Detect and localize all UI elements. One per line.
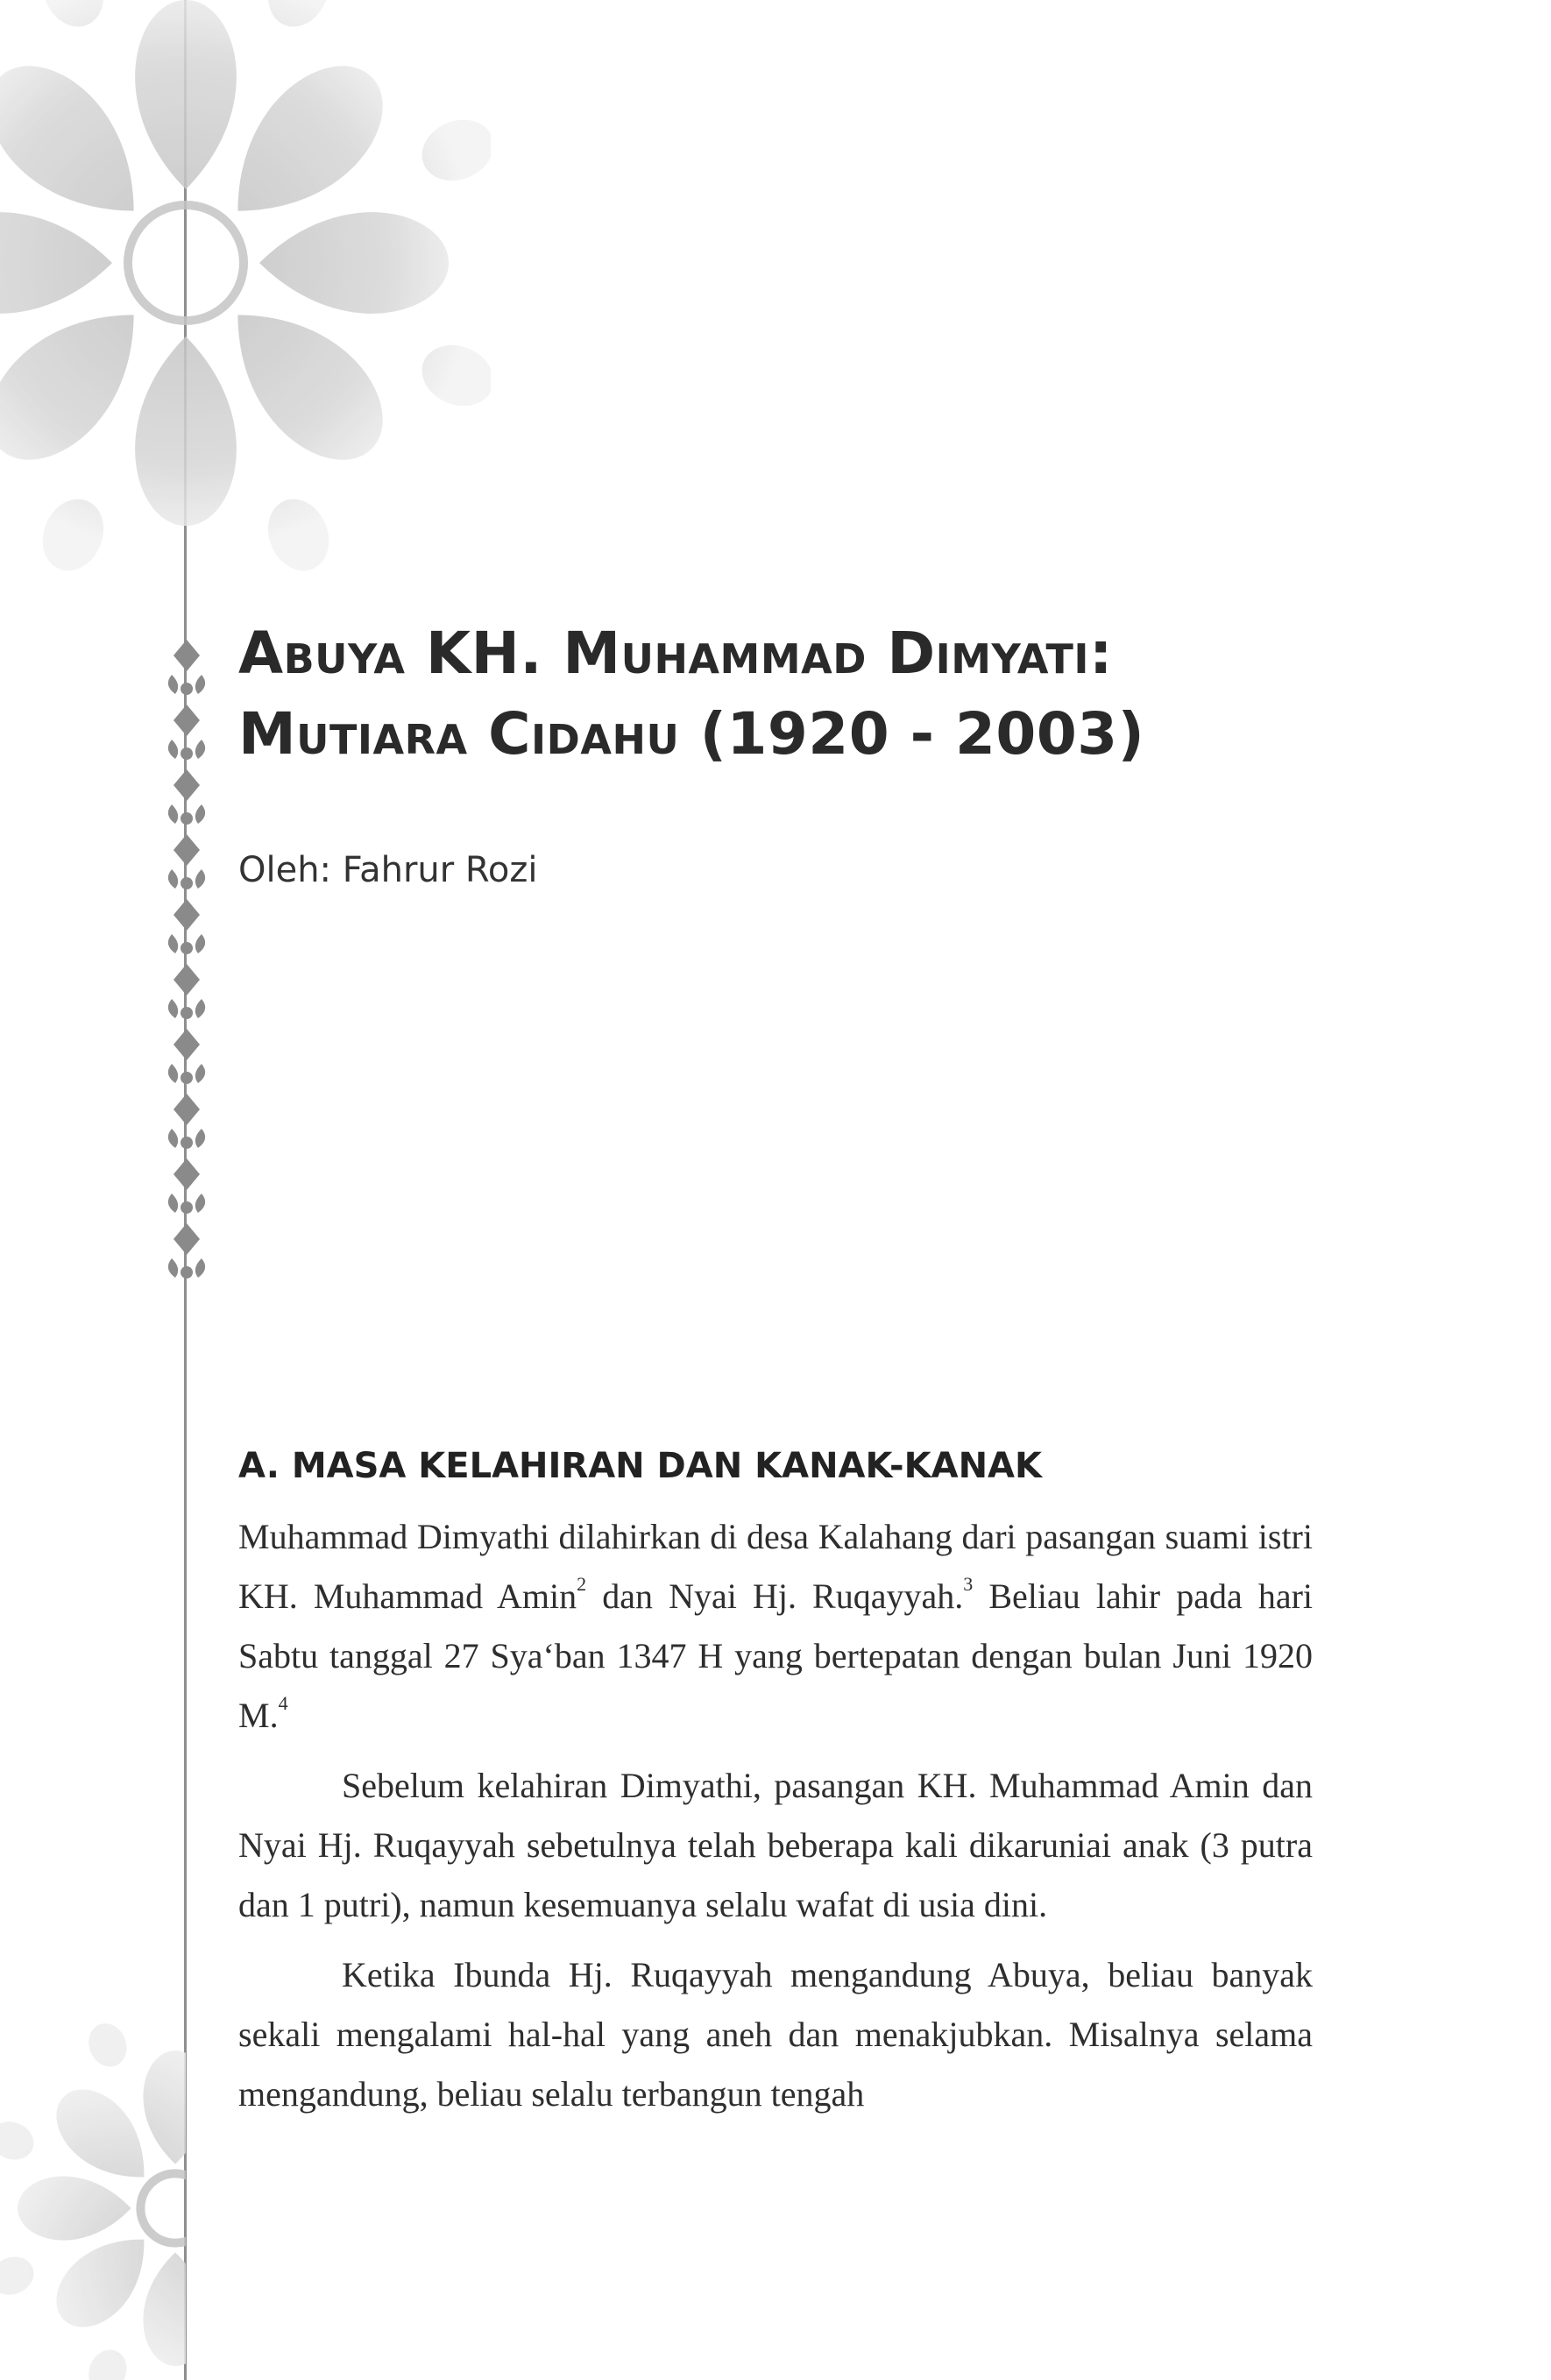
footnote-ref: 2 <box>577 1572 587 1595</box>
chain-bead <box>181 1007 193 1019</box>
chain-diamond <box>174 640 200 671</box>
paragraph-1 <box>238 1507 1313 1746</box>
chain-bead <box>181 812 193 825</box>
chain-leaf <box>195 934 205 953</box>
chain-bead <box>181 877 193 889</box>
ornament-petal <box>0 212 112 314</box>
chain-diamond <box>174 899 200 931</box>
arabesque-ornament-top <box>0 0 491 613</box>
ornament-leaf <box>258 0 340 36</box>
author-byline: Oleh: Fahrur Rozi <box>238 850 538 890</box>
chain-diamond <box>174 834 200 866</box>
ornament-leaf <box>258 490 340 580</box>
chain-bead <box>181 683 193 695</box>
chain-leaf <box>168 1258 178 1278</box>
ornament-petal <box>143 2051 186 2164</box>
ornament-petal <box>143 2252 186 2366</box>
paragraph-1-text-b: dan Nyai Hj. Ruqayyah. <box>586 1576 964 1616</box>
chapter-title <box>238 613 1144 775</box>
chain-diamond <box>174 1223 200 1255</box>
footnote-ref: 4 <box>278 1691 288 1714</box>
chain-leaf <box>195 740 205 759</box>
ornament-leaf <box>0 2115 39 2166</box>
arabesque-ornament-bottom <box>0 2007 186 2380</box>
ornament-leaf <box>413 110 491 192</box>
chain-leaf <box>195 999 205 1018</box>
chain-diamond <box>174 1094 200 1125</box>
chapter-title-line2: Mutiara Cidahu (1920 - 2003) <box>238 700 1145 768</box>
chain-leaf <box>195 1194 205 1213</box>
ornament-petal <box>135 0 237 189</box>
chain-diamond <box>174 705 200 736</box>
ornament-leaf <box>0 2250 39 2301</box>
ornament-leaf <box>82 2344 133 2380</box>
chain-leaf <box>168 869 178 889</box>
chain-leaf <box>195 675 205 694</box>
chain-bead <box>181 942 193 954</box>
chain-leaf <box>168 675 178 694</box>
paragraph-1-text-a: Muhammad Dimyathi dilahirkan di desa Kalahang dari pasangan suami istri KH. Muhammad Amin <box>238 1517 1313 1616</box>
chain-leaf <box>168 934 178 953</box>
chain-leaf <box>168 740 178 759</box>
chain-diamond <box>174 1029 200 1060</box>
footnote-ref: 3 <box>963 1572 974 1595</box>
chain-leaf <box>168 804 178 824</box>
chain-diamond <box>174 769 200 801</box>
section-heading: A. MASA KELAHIRAN DAN KANAK-KANAK <box>238 1446 1043 1486</box>
ornament-petal <box>18 2176 131 2240</box>
chain-diamond <box>174 964 200 995</box>
ornament-leaf <box>32 0 115 36</box>
chain-leaf <box>195 1064 205 1083</box>
ornament-leaf <box>413 335 491 417</box>
paragraph-2: Sebelum kelahiran Dimyathi, pasangan KH. Muhammad Amin dan Nyai Hj. Ruqayyah sebetulnya telah beberapa kali dikaruniai anak (3 putra dan 1 putri), namun kesemuanya selalu wafat di usia dini. <box>238 1766 1313 1924</box>
ornament-ring <box>128 205 244 321</box>
chain-leaf <box>195 1258 205 1278</box>
ornament-petal <box>135 336 237 526</box>
chain-bead <box>181 1201 193 1214</box>
chain-leaf <box>195 804 205 824</box>
chain-leaf <box>168 1129 178 1148</box>
chain-leaf <box>168 1064 178 1083</box>
body-text <box>238 1507 1313 2135</box>
ornament-leaf <box>32 490 115 580</box>
ornament-leaf <box>82 2017 133 2072</box>
chapter-title-line1: Abuya KH. Muhammad Dimyati: <box>238 620 1113 687</box>
ornament-ring <box>140 2173 186 2242</box>
ornament-petal <box>259 212 449 314</box>
chain-bead <box>181 1137 193 1149</box>
chain-leaf <box>195 869 205 889</box>
chain-bead <box>181 1072 193 1084</box>
chain-bead <box>181 747 193 760</box>
chain-leaf <box>195 1129 205 1148</box>
chain-diamond <box>174 1158 200 1190</box>
floral-chain-border <box>156 640 217 1306</box>
chain-leaf <box>168 1194 178 1213</box>
chain-bead <box>181 1266 193 1279</box>
paragraph-1-text-c: Beliau lahir pada hari Sabtu tanggal 27 Sya‘ban 1347 H yang bertepatan dengan bulan Juni 1920 M. <box>238 1576 1314 1735</box>
paragraph-3: Ketika Ibunda Hj. Ruqayyah mengandung Abuya, beliau banyak sekali mengalami hal-hal yang aneh dan menakjubkan. Misalnya selama mengandung, beliau selalu terbangun tengah <box>238 1955 1313 2114</box>
chain-leaf <box>168 999 178 1018</box>
